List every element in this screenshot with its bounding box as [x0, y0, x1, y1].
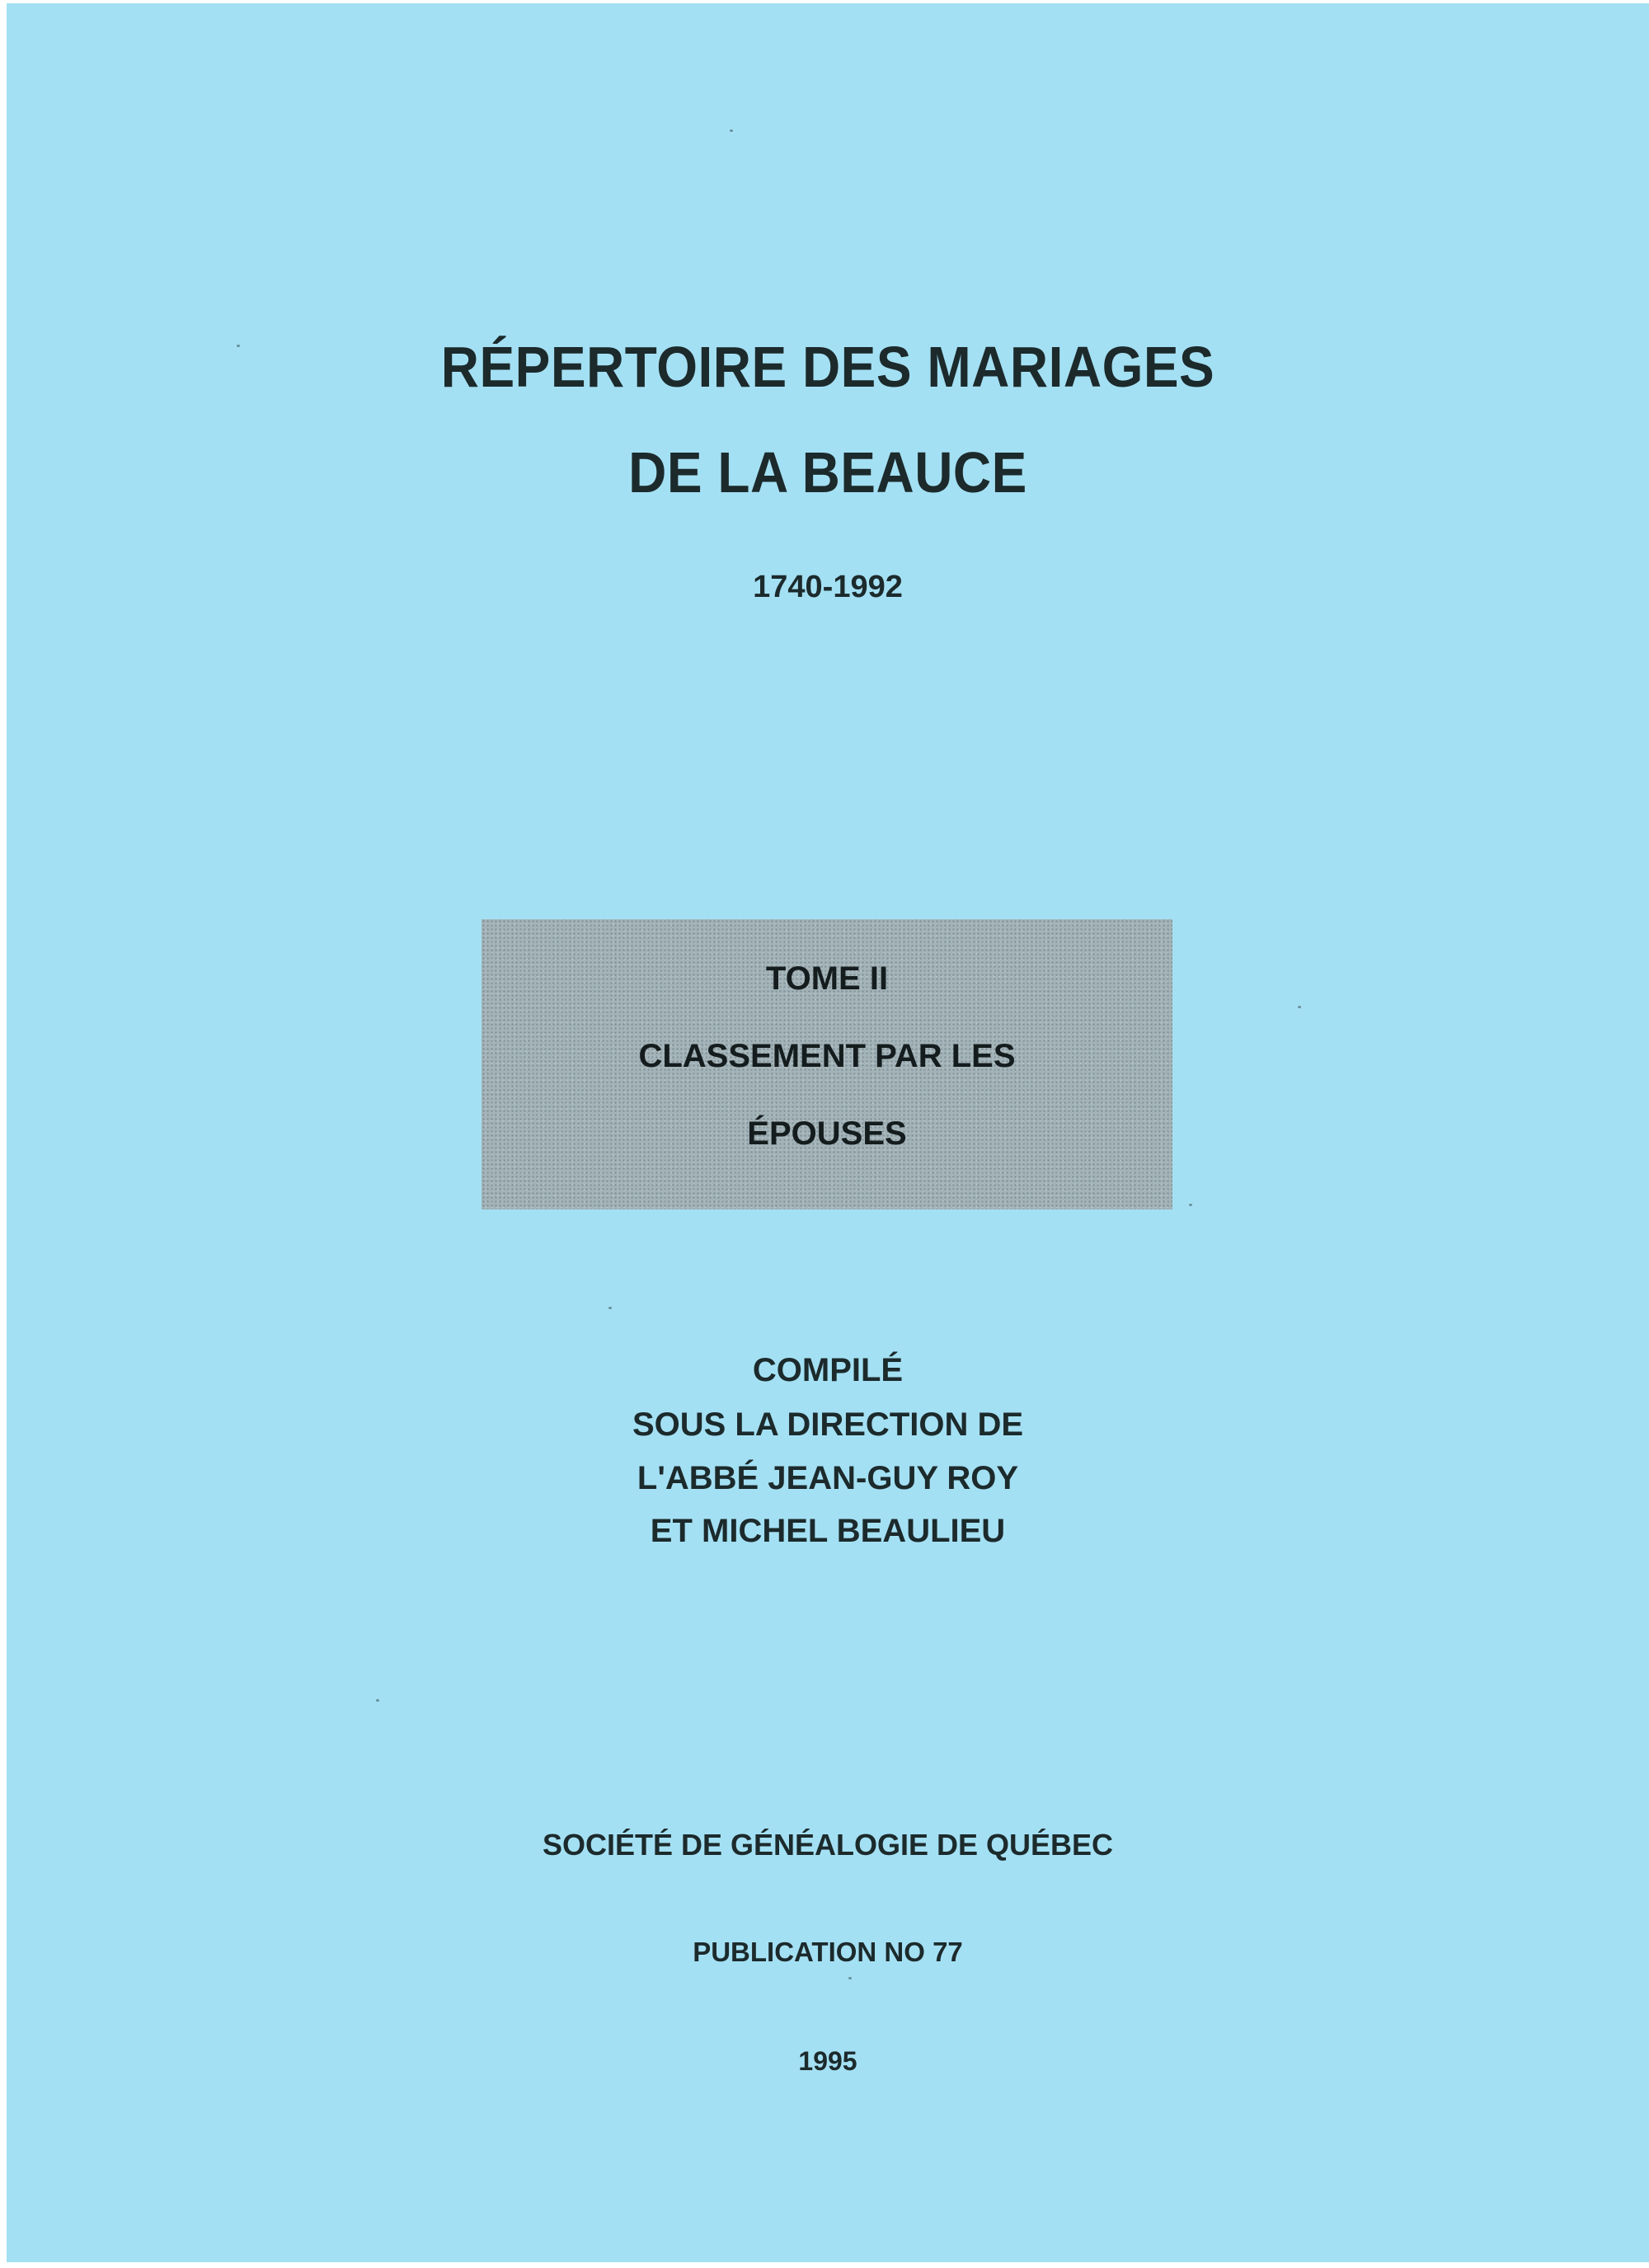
title-line-2: DE LA BEAUCE — [628, 440, 1027, 505]
publication-number: PUBLICATION NO 77 — [693, 1937, 963, 1967]
paper-speck — [848, 1977, 852, 1979]
paper-speck — [1298, 1006, 1301, 1008]
title-line-1: RÉPERTOIRE DES MARIAGES — [440, 335, 1215, 399]
book-cover — [7, 3, 1649, 2262]
paper-speck — [730, 129, 733, 132]
credit-line-4: ET MICHEL BEAULIEU — [650, 1513, 1006, 1549]
credit-line-2: SOUS LA DIRECTION DE — [632, 1406, 1024, 1443]
volume-subtitle-line-2: ÉPOUSES — [747, 1115, 907, 1152]
publication-year: 1995 — [798, 2046, 857, 2076]
credit-line-3: L'ABBÉ JEAN-GUY ROY — [637, 1460, 1019, 1496]
volume-box — [482, 919, 1172, 1209]
volume-label: TOME II — [765, 960, 889, 997]
volume-subtitle-line-1: CLASSEMENT PAR LES — [638, 1038, 1016, 1074]
paper-speck — [608, 1307, 612, 1309]
years-range: 1740-1992 — [753, 570, 903, 604]
paper-speck — [237, 345, 240, 347]
credit-line-1: COMPILÉ — [752, 1352, 904, 1388]
publisher-name: SOCIÉTÉ DE GÉNÉALOGIE DE QUÉBEC — [542, 1828, 1114, 1862]
paper-speck — [376, 1699, 379, 1702]
paper-speck — [1189, 1204, 1192, 1206]
